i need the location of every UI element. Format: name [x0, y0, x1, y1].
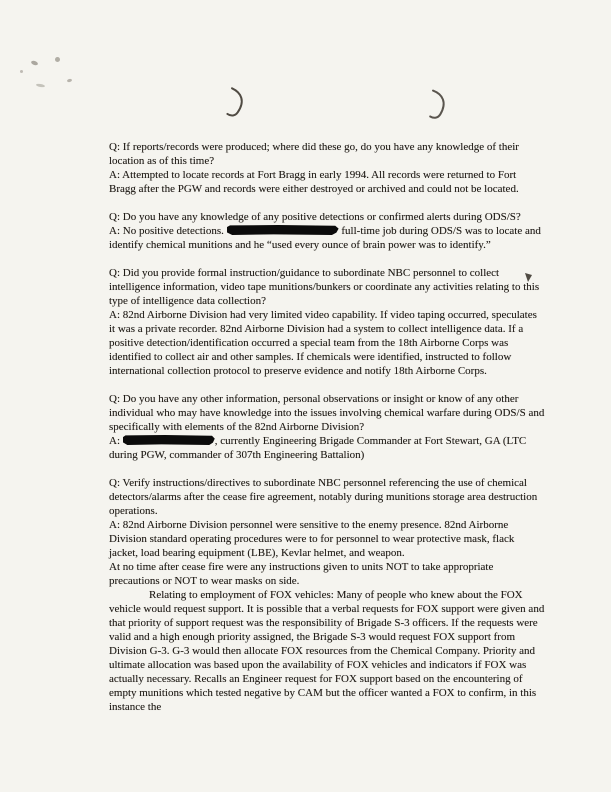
- qa-block: [109, 476, 545, 714]
- pen-curl-mark-left: [219, 84, 253, 122]
- smudge-speck: [67, 78, 73, 82]
- answer-continuation-paragraph: [109, 588, 545, 714]
- smudge-speck: [55, 57, 60, 62]
- answer-paragraph: [109, 308, 545, 378]
- smudge-speck: [31, 60, 39, 66]
- answer-paragraph: [109, 434, 545, 462]
- qa-block: [109, 140, 545, 196]
- qa-block: [109, 392, 545, 462]
- text-run: A: No positive detections.: [109, 225, 227, 237]
- redaction-bar: [227, 225, 339, 235]
- answer-paragraph: [109, 168, 545, 196]
- question-paragraph: [109, 476, 545, 518]
- question-paragraph: [109, 392, 545, 434]
- scan-smudge-cluster: [0, 0, 120, 120]
- question-paragraph: [109, 266, 545, 308]
- text-run: Relating to employment of FOX vehicles: Many of people who knew about the FOX vehicle would request support. It is possible that a verbal requests for FOX support were given and that priority of support request was the responsibility of Brigade S-3 officers. If the requests were valid and a high enough priority assigned, the Brigade S-3 would request FOX support from Division G-3. G-3 would then allocate FOX resources from the Chemical Company. Priority and ultimate allocation was based upon the availability of FOX vehicles and indicators if FOX was actually necessary. Recalls an Engineer request for FOX support based on the encountering of empty munitions which tested negative by CAM but the officer wanted a FOX to confirm, in this instance the: [109, 589, 545, 713]
- text-run: A: Attempted to locate records at Fort Bragg in early 1994. All records were returned to Fort Bragg after the PGW and records were either destroyed or archived and could not be located.: [109, 169, 519, 195]
- text-run: Q: Do you have any knowledge of any positive detections or confirmed alerts during ODS/S?: [109, 211, 521, 223]
- question-paragraph: [109, 140, 545, 168]
- pen-curl-mark-right: [422, 87, 454, 123]
- text-run: full-time job during ODS/S was to locate and identify chemical munitions and he “used every ounce of brain power was to identify.”: [109, 225, 541, 251]
- qa-block: [109, 266, 545, 378]
- text-run: , currently Engineering Brigade Commander at Fort Stewart, GA (LTC during PGW, commander of 307th Engineering Battalion): [109, 435, 527, 461]
- question-paragraph: [109, 210, 545, 224]
- answer-paragraph: [109, 224, 545, 252]
- answer-paragraph: [109, 518, 545, 560]
- answer-continuation-paragraph: [109, 560, 545, 588]
- text-run: Q: If reports/records were produced; where did these go, do you have any knowledge of their location as of this time?: [109, 141, 519, 167]
- redaction-bar: [123, 435, 215, 445]
- smudge-speck: [36, 83, 45, 88]
- text-run: A: 82nd Airborne Division personnel were sensitive to the enemy presence. 82nd Airborne Division standard operating procedures were to for personnel to wear protective mask, flack jacket, load bearing equipment (LBE), Kevlar helmet, and weapon.: [109, 519, 515, 559]
- text-run: Q: Did you provide formal instruction/guidance to subordinate NBC personnel to collect intelligence information, video tape munitions/bunkers or coordinate any activities relating to this type of intelligence data collection?: [109, 267, 540, 307]
- text-run: A: 82nd Airborne Division had very limited video capability. If video taping occurred, speculates it was a private recorder. 82nd Airborne Division had a system to collect intelligence data. If a positive detection/identification occurred a special team from the 18th Airborne Corps was identified to collect air and other samples. If chemicals were identified, instructed to follow international collection protocol to preserve evidence and notify 18th Airborne Corps.: [109, 309, 537, 377]
- text-run: A:: [109, 435, 123, 447]
- document-text: [109, 140, 545, 728]
- text-run: Q: Do you have any other information, personal observations or insight or know of any other individual who may have knowledge into the issues involving chemical warfare during ODS/S and specifically with elements of the 82nd Airborne Division?: [109, 393, 545, 433]
- text-run: At no time after cease fire were any instructions given to units NOT to take appropriate precautions or NOT to wear masks on side.: [109, 561, 494, 587]
- smudge-speck: [20, 70, 23, 73]
- text-run: Q: Verify instructions/directives to subordinate NBC personnel referencing the use of chemical detectors/alarms after the cease fire agreement, notably during munitions storage area destruction operations.: [109, 477, 538, 517]
- qa-block: [109, 210, 545, 252]
